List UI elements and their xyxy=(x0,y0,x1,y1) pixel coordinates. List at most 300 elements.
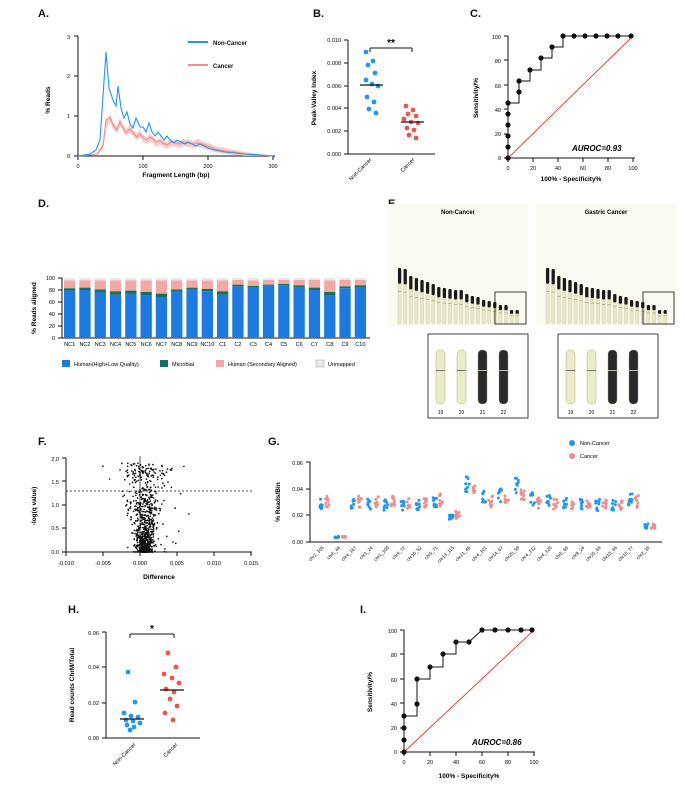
volcano-point xyxy=(152,464,154,466)
volcano-point xyxy=(136,509,138,511)
volcano-point xyxy=(134,523,136,525)
panel-g-point xyxy=(598,498,601,501)
volcano-point xyxy=(161,472,163,474)
panel-d-xtick: NC9 xyxy=(186,342,198,348)
panel-g-point xyxy=(514,477,517,480)
chromosome-arm-dark xyxy=(591,288,594,298)
volcano-point xyxy=(136,539,138,541)
volcano-point xyxy=(149,524,151,526)
volcano-point xyxy=(144,505,146,507)
panel-g-ytick-3: 0.06 xyxy=(292,461,303,467)
panel-g-point xyxy=(520,488,523,491)
chromosome-arm-dark xyxy=(580,284,583,295)
volcano-point xyxy=(145,536,147,538)
panel-d-bar-segment xyxy=(156,298,167,338)
panel-g-xtick: chr6_44 xyxy=(325,545,342,561)
volcano-point xyxy=(155,544,157,546)
volcano-point xyxy=(150,542,152,544)
volcano-point xyxy=(133,551,135,553)
panel-a-xlabel: Fragment Length (bp) xyxy=(142,172,210,179)
volcano-point xyxy=(142,527,144,529)
panel-g-point xyxy=(504,494,507,497)
panel-i-ytick-4: 80 xyxy=(390,653,397,659)
panel-g-point xyxy=(635,505,638,508)
volcano-point xyxy=(145,469,147,471)
panel-g-point xyxy=(386,503,389,506)
volcano-point xyxy=(158,538,160,540)
panel-g-point xyxy=(504,501,507,504)
panel-a-ylabel: % Reads xyxy=(45,86,52,114)
panel-g-ylabel: % Reads/Bin xyxy=(275,482,282,522)
panel-g-point xyxy=(407,497,410,500)
panel-d-bar-segment xyxy=(248,280,259,285)
panel-g-point xyxy=(366,498,369,501)
panel-g-point xyxy=(415,502,418,505)
panel-g-point xyxy=(547,502,550,505)
volcano-point xyxy=(142,494,144,496)
panel-a-ytick-2: 2 xyxy=(66,74,70,80)
volcano-point xyxy=(127,513,129,515)
volcano-point xyxy=(152,517,154,519)
volcano-point xyxy=(148,520,150,522)
panel-d xyxy=(20,212,380,372)
volcano-point xyxy=(164,551,166,553)
volcano-point xyxy=(154,508,156,510)
panel-c-xtick-5: 100 xyxy=(628,166,638,172)
panel-g-point xyxy=(326,506,329,509)
panel-g-point xyxy=(482,491,485,494)
panel-g-point xyxy=(499,500,502,503)
panel-d-bars xyxy=(64,278,366,338)
volcano-point xyxy=(132,496,134,498)
panel-g-xtick: chr14_67 xyxy=(486,545,505,563)
panel-g-point xyxy=(533,502,536,505)
panel-d-ylabel: % Reads aligned xyxy=(31,282,38,334)
panel-d-bar-segment xyxy=(263,286,274,338)
panel-d-xtick: C7 xyxy=(310,342,318,348)
volcano-point xyxy=(140,496,142,498)
volcano-point xyxy=(125,505,127,507)
volcano-point xyxy=(151,512,153,514)
panel-g-point xyxy=(425,497,428,500)
panel-g-point xyxy=(611,502,614,505)
panel-g-point xyxy=(497,496,500,499)
volcano-point xyxy=(160,544,162,546)
panel-g-point xyxy=(519,491,522,494)
volcano-point xyxy=(151,510,153,512)
panel-c-ylabel: Sensitivity/% xyxy=(473,77,480,119)
panel-g-point xyxy=(326,500,329,503)
volcano-point xyxy=(162,470,164,472)
panel-i-xtick-3: 60 xyxy=(478,760,486,766)
panel-g-point xyxy=(529,501,532,504)
volcano-point xyxy=(142,546,144,548)
panel-d-bar-segment xyxy=(202,289,213,291)
volcano-point xyxy=(150,525,152,527)
panel-d-xtick: NC4 xyxy=(110,342,122,348)
panel-g-point xyxy=(489,501,492,504)
volcano-point xyxy=(174,507,176,509)
volcano-point xyxy=(132,482,134,484)
volcano-point xyxy=(152,475,154,477)
volcano-point xyxy=(161,503,163,505)
panel-d-bar-segment xyxy=(156,294,167,298)
panel-a-cancer-band xyxy=(97,114,273,156)
panel-d-bar-segment xyxy=(64,280,75,288)
panel-g-point xyxy=(503,498,506,501)
panel-g-xtick: chr15_77 xyxy=(617,545,635,563)
volcano-point xyxy=(125,470,127,472)
chromosome-arm-dark xyxy=(409,276,412,289)
chromosome-arm-dark xyxy=(546,268,549,284)
volcano-point xyxy=(142,503,144,505)
volcano-point xyxy=(148,501,150,503)
chromosome-arm-dark xyxy=(602,290,605,300)
volcano-point xyxy=(121,490,123,492)
panel-d-bar-segment xyxy=(186,288,197,290)
panel-g-point xyxy=(563,503,566,506)
panel-g-xtick: chr20_59 xyxy=(503,545,521,563)
panel-d-bar-segment xyxy=(110,278,121,280)
volcano-point xyxy=(151,490,153,492)
panel-i-ylabel: Sensitivity/% xyxy=(367,671,374,713)
panel-b-xtick-cancer: Cancer xyxy=(399,157,417,174)
panel-i-xtick-1: 20 xyxy=(426,760,434,766)
panel-g-point xyxy=(570,508,573,511)
volcano-point xyxy=(131,524,133,526)
volcano-point xyxy=(156,509,158,511)
panel-d-bar-segment xyxy=(110,291,121,295)
volcano-point xyxy=(135,551,137,553)
panel-g-point xyxy=(545,495,548,498)
inset-chromosome xyxy=(457,350,466,404)
panel-d-bar-segment xyxy=(339,278,350,280)
volcano-point xyxy=(140,464,142,466)
volcano-point xyxy=(154,491,156,493)
volcano-point xyxy=(148,473,150,475)
panel-g-point xyxy=(523,489,526,492)
panel-d-xtick: NC1 xyxy=(64,342,76,348)
panel-d-bar-segment xyxy=(140,292,151,296)
volcano-point xyxy=(139,551,141,553)
volcano-point xyxy=(143,471,145,473)
panel-g-point xyxy=(318,505,321,508)
volcano-point xyxy=(157,522,159,524)
panel-h-ytick-3: 0.06 xyxy=(88,631,99,637)
volcano-point xyxy=(154,550,156,552)
panel-g-point xyxy=(484,501,487,504)
volcano-point xyxy=(166,468,168,470)
volcano-point xyxy=(133,539,135,541)
panel-b-ytick-0: 0.000 xyxy=(327,152,341,158)
volcano-point xyxy=(137,520,139,522)
panel-d-legend-swatch-3 xyxy=(316,360,324,367)
panel-b-ytick-1: 0.002 xyxy=(327,129,341,135)
panel-d-bar-segment xyxy=(171,289,182,291)
volcano-point xyxy=(151,546,153,548)
panel-d-xtick: C8 xyxy=(326,342,334,348)
volcano-point xyxy=(102,465,104,467)
volcano-point xyxy=(142,551,144,553)
panel-b-ytick-2: 0.004 xyxy=(327,106,341,112)
panel-g-point xyxy=(352,503,355,506)
panel-g-legend-dot-cancer xyxy=(569,453,575,459)
panel-d-legend-label-2: Human (Secondary Aligned) xyxy=(228,362,297,368)
panel-g-xtick: chr13_115 xyxy=(436,545,456,564)
volcano-point xyxy=(159,470,161,472)
panel-d-bar-segment xyxy=(232,278,243,280)
panel-h-ytick-1: 0.02 xyxy=(88,701,99,707)
panel-d-legend-label-1: Microbial xyxy=(172,362,195,368)
volcano-point xyxy=(130,517,132,519)
volcano-point xyxy=(127,462,129,464)
panel-d-xtick: C2 xyxy=(234,342,242,348)
panel-d-legend-swatch-0 xyxy=(62,360,70,367)
panel-h-ytick-2: 0.04 xyxy=(88,665,99,671)
panel-g-label: G. xyxy=(268,436,280,448)
volcano-point xyxy=(147,511,149,513)
panel-f-ytick-3: 1.5 xyxy=(51,480,59,486)
volcano-point xyxy=(138,510,140,512)
panel-g-point xyxy=(644,525,647,528)
panel-f-ylabel: -log(q value) xyxy=(31,486,38,526)
panel-g-xtick: chr4_132 xyxy=(519,545,537,563)
volcano-point xyxy=(153,545,155,547)
panel-c-xtick-2: 40 xyxy=(554,166,562,172)
panel-d-bar-segment xyxy=(140,295,151,338)
panel-g-xtick: chr4_128 xyxy=(535,545,553,563)
panel-d-bar-segment xyxy=(248,288,259,338)
panel-g-point xyxy=(473,484,476,487)
volcano-point xyxy=(141,469,143,471)
volcano-point xyxy=(154,501,156,503)
volcano-point xyxy=(161,487,163,489)
chromosome-arm-dark xyxy=(398,268,401,284)
panel-a-ytick-0: 0 xyxy=(66,154,70,160)
panel-g-point xyxy=(464,482,467,485)
chromosome-arm-dark xyxy=(630,300,633,307)
volcano-point xyxy=(145,522,147,524)
panel-g-point xyxy=(390,503,393,506)
volcano-point xyxy=(139,472,141,474)
volcano-point xyxy=(145,482,147,484)
panel-g-xtick: chr6_69 xyxy=(553,545,570,561)
panel-g-point xyxy=(520,498,523,501)
panel-d-bar-segment xyxy=(263,285,274,286)
volcano-point xyxy=(155,499,157,501)
volcano-point xyxy=(146,520,148,522)
panel-d-bar-segment xyxy=(79,290,90,338)
volcano-point xyxy=(139,468,141,470)
volcano-point xyxy=(138,544,140,546)
panel-i-xtick-0: 0 xyxy=(402,760,406,766)
panel-c-ytick-3: 60 xyxy=(494,84,501,90)
panel-e xyxy=(386,200,678,426)
panel-d-bar-segment xyxy=(309,288,320,290)
chromosome-arm-dark xyxy=(557,276,560,289)
volcano-point xyxy=(127,475,129,477)
volcano-point xyxy=(127,500,129,502)
panel-d-bar-segment xyxy=(64,278,75,280)
volcano-point xyxy=(160,474,162,476)
volcano-point xyxy=(149,545,151,547)
volcano-point xyxy=(139,527,141,529)
chromosome-arm-dark xyxy=(415,278,418,291)
volcano-point xyxy=(161,478,163,480)
volcano-point xyxy=(136,465,138,467)
inset-chromosome-label: 21 xyxy=(479,410,486,416)
panel-d-bar-segment xyxy=(293,287,304,338)
panel-d-bar-segment xyxy=(110,280,121,291)
volcano-point xyxy=(134,533,136,535)
panel-d-bar-segment xyxy=(202,278,213,280)
panel-i-ytick-0: 0 xyxy=(393,750,397,756)
volcano-point xyxy=(141,511,143,513)
panel-g-xtick: chr4_167 xyxy=(340,545,358,563)
volcano-point xyxy=(146,515,148,517)
panel-f-xtick-5: 0.015 xyxy=(244,561,258,567)
volcano-point xyxy=(138,529,140,531)
chromosome-arm-dark xyxy=(608,290,611,300)
panel-d-ytick-3: 60 xyxy=(48,300,55,306)
volcano-point xyxy=(129,506,131,508)
inset-chromosome-label: 20 xyxy=(588,410,595,416)
volcano-point xyxy=(162,482,164,484)
volcano-point xyxy=(139,532,141,534)
chromosome-arm-dark xyxy=(471,296,474,304)
panel-g-point xyxy=(579,498,582,501)
volcano-point xyxy=(166,471,168,473)
inset-chromosome xyxy=(436,350,445,404)
volcano-point xyxy=(157,500,159,502)
volcano-point xyxy=(152,539,154,541)
panel-g-xtick: chr6_71 xyxy=(423,545,439,561)
volcano-point xyxy=(152,494,154,496)
panel-g-point xyxy=(369,508,372,511)
panel-g-point xyxy=(595,508,598,511)
panel-g-point xyxy=(465,490,468,493)
panel-g-point xyxy=(357,501,360,504)
panel-d-bar-segment xyxy=(125,294,136,338)
panel-d-xtick: NC5 xyxy=(125,342,137,348)
volcano-point xyxy=(142,518,144,520)
panel-c-ytick-1: 20 xyxy=(494,132,501,138)
panel-b-label: B. xyxy=(313,8,324,20)
volcano-point xyxy=(153,497,155,499)
chromosome-arm-dark xyxy=(448,289,451,299)
volcano-point xyxy=(146,486,148,488)
panel-a-xtick-2: 200 xyxy=(203,164,213,170)
volcano-point xyxy=(135,530,137,532)
volcano-point xyxy=(139,494,141,496)
volcano-point xyxy=(140,504,142,506)
panel-g-xtick: chr2_35 xyxy=(635,545,651,561)
volcano-point xyxy=(140,523,142,525)
volcano-point xyxy=(150,551,152,553)
inset-chromosome xyxy=(587,350,596,404)
panel-i-xtick-2: 40 xyxy=(452,760,460,766)
chromosome-arm-dark xyxy=(636,301,639,307)
volcano-point xyxy=(141,537,143,539)
inset-chromosome xyxy=(499,350,508,404)
panel-g-point xyxy=(344,535,347,538)
panel-d-bar-segment xyxy=(217,278,228,280)
panel-d-bar-segment xyxy=(95,280,106,289)
volcano-point xyxy=(150,519,152,521)
panel-f-label: F. xyxy=(38,436,47,448)
panel-d-bar-segment xyxy=(278,284,289,285)
volcano-point xyxy=(141,479,143,481)
volcano-point xyxy=(152,536,154,538)
panel-d-bar-segment xyxy=(309,290,320,338)
volcano-point xyxy=(163,485,165,487)
volcano-point xyxy=(149,504,151,506)
inset-chromosome-label: 21 xyxy=(609,410,616,416)
volcano-point xyxy=(152,520,154,522)
inset-chromosome-label: 22 xyxy=(630,410,637,416)
panel-g-scatter-groups xyxy=(318,475,656,539)
panel-c-ytick-0: 0 xyxy=(497,156,501,162)
panel-d-bar-segment xyxy=(355,285,366,287)
panel-b-ytick-4: 0.008 xyxy=(327,61,341,67)
panel-f xyxy=(20,448,260,588)
volcano-point xyxy=(145,473,147,475)
chromosome-arm-dark xyxy=(476,297,479,305)
volcano-point xyxy=(135,535,137,537)
chromosome-arm-dark xyxy=(652,305,655,310)
volcano-point xyxy=(139,474,141,476)
panel-g-xtick: chr4_101 xyxy=(470,545,488,563)
panel-h-group-noncancer xyxy=(122,670,143,733)
volcano-point xyxy=(147,499,149,501)
panel-g-point xyxy=(366,503,369,506)
volcano-point xyxy=(136,493,138,495)
volcano-point xyxy=(137,536,139,538)
panel-c-ytick-2: 40 xyxy=(494,108,501,114)
panel-b-axes xyxy=(344,40,435,154)
volcano-point xyxy=(140,477,142,479)
panel-g-point xyxy=(424,506,427,509)
volcano-point xyxy=(153,540,155,542)
volcano-point xyxy=(143,524,145,526)
chromosome-arm-dark xyxy=(658,310,661,314)
panel-b-ytick-5: 0.010 xyxy=(327,38,341,44)
volcano-point xyxy=(131,470,133,472)
panel-d-legend-swatch-2 xyxy=(216,360,224,367)
volcano-point xyxy=(148,534,150,536)
volcano-point xyxy=(144,500,146,502)
volcano-point xyxy=(135,546,137,548)
volcano-point xyxy=(171,468,173,470)
volcano-point xyxy=(136,481,138,483)
panel-g-point xyxy=(351,506,354,509)
panel-d-legend xyxy=(62,360,355,368)
volcano-point xyxy=(133,473,135,475)
panel-g-point xyxy=(408,505,411,508)
panel-d-xtick: NC10 xyxy=(200,342,215,348)
panel-g-point xyxy=(620,506,623,509)
volcano-point xyxy=(134,530,136,532)
volcano-point xyxy=(141,546,143,548)
panel-g-point xyxy=(580,507,583,510)
volcano-point xyxy=(149,538,151,540)
panel-f-axes xyxy=(62,458,252,556)
panel-g-point xyxy=(490,503,493,506)
chromosome-arm-dark xyxy=(426,282,429,294)
volcano-point xyxy=(147,540,149,542)
inset-chromosome xyxy=(629,350,638,404)
volcano-point xyxy=(129,483,131,485)
